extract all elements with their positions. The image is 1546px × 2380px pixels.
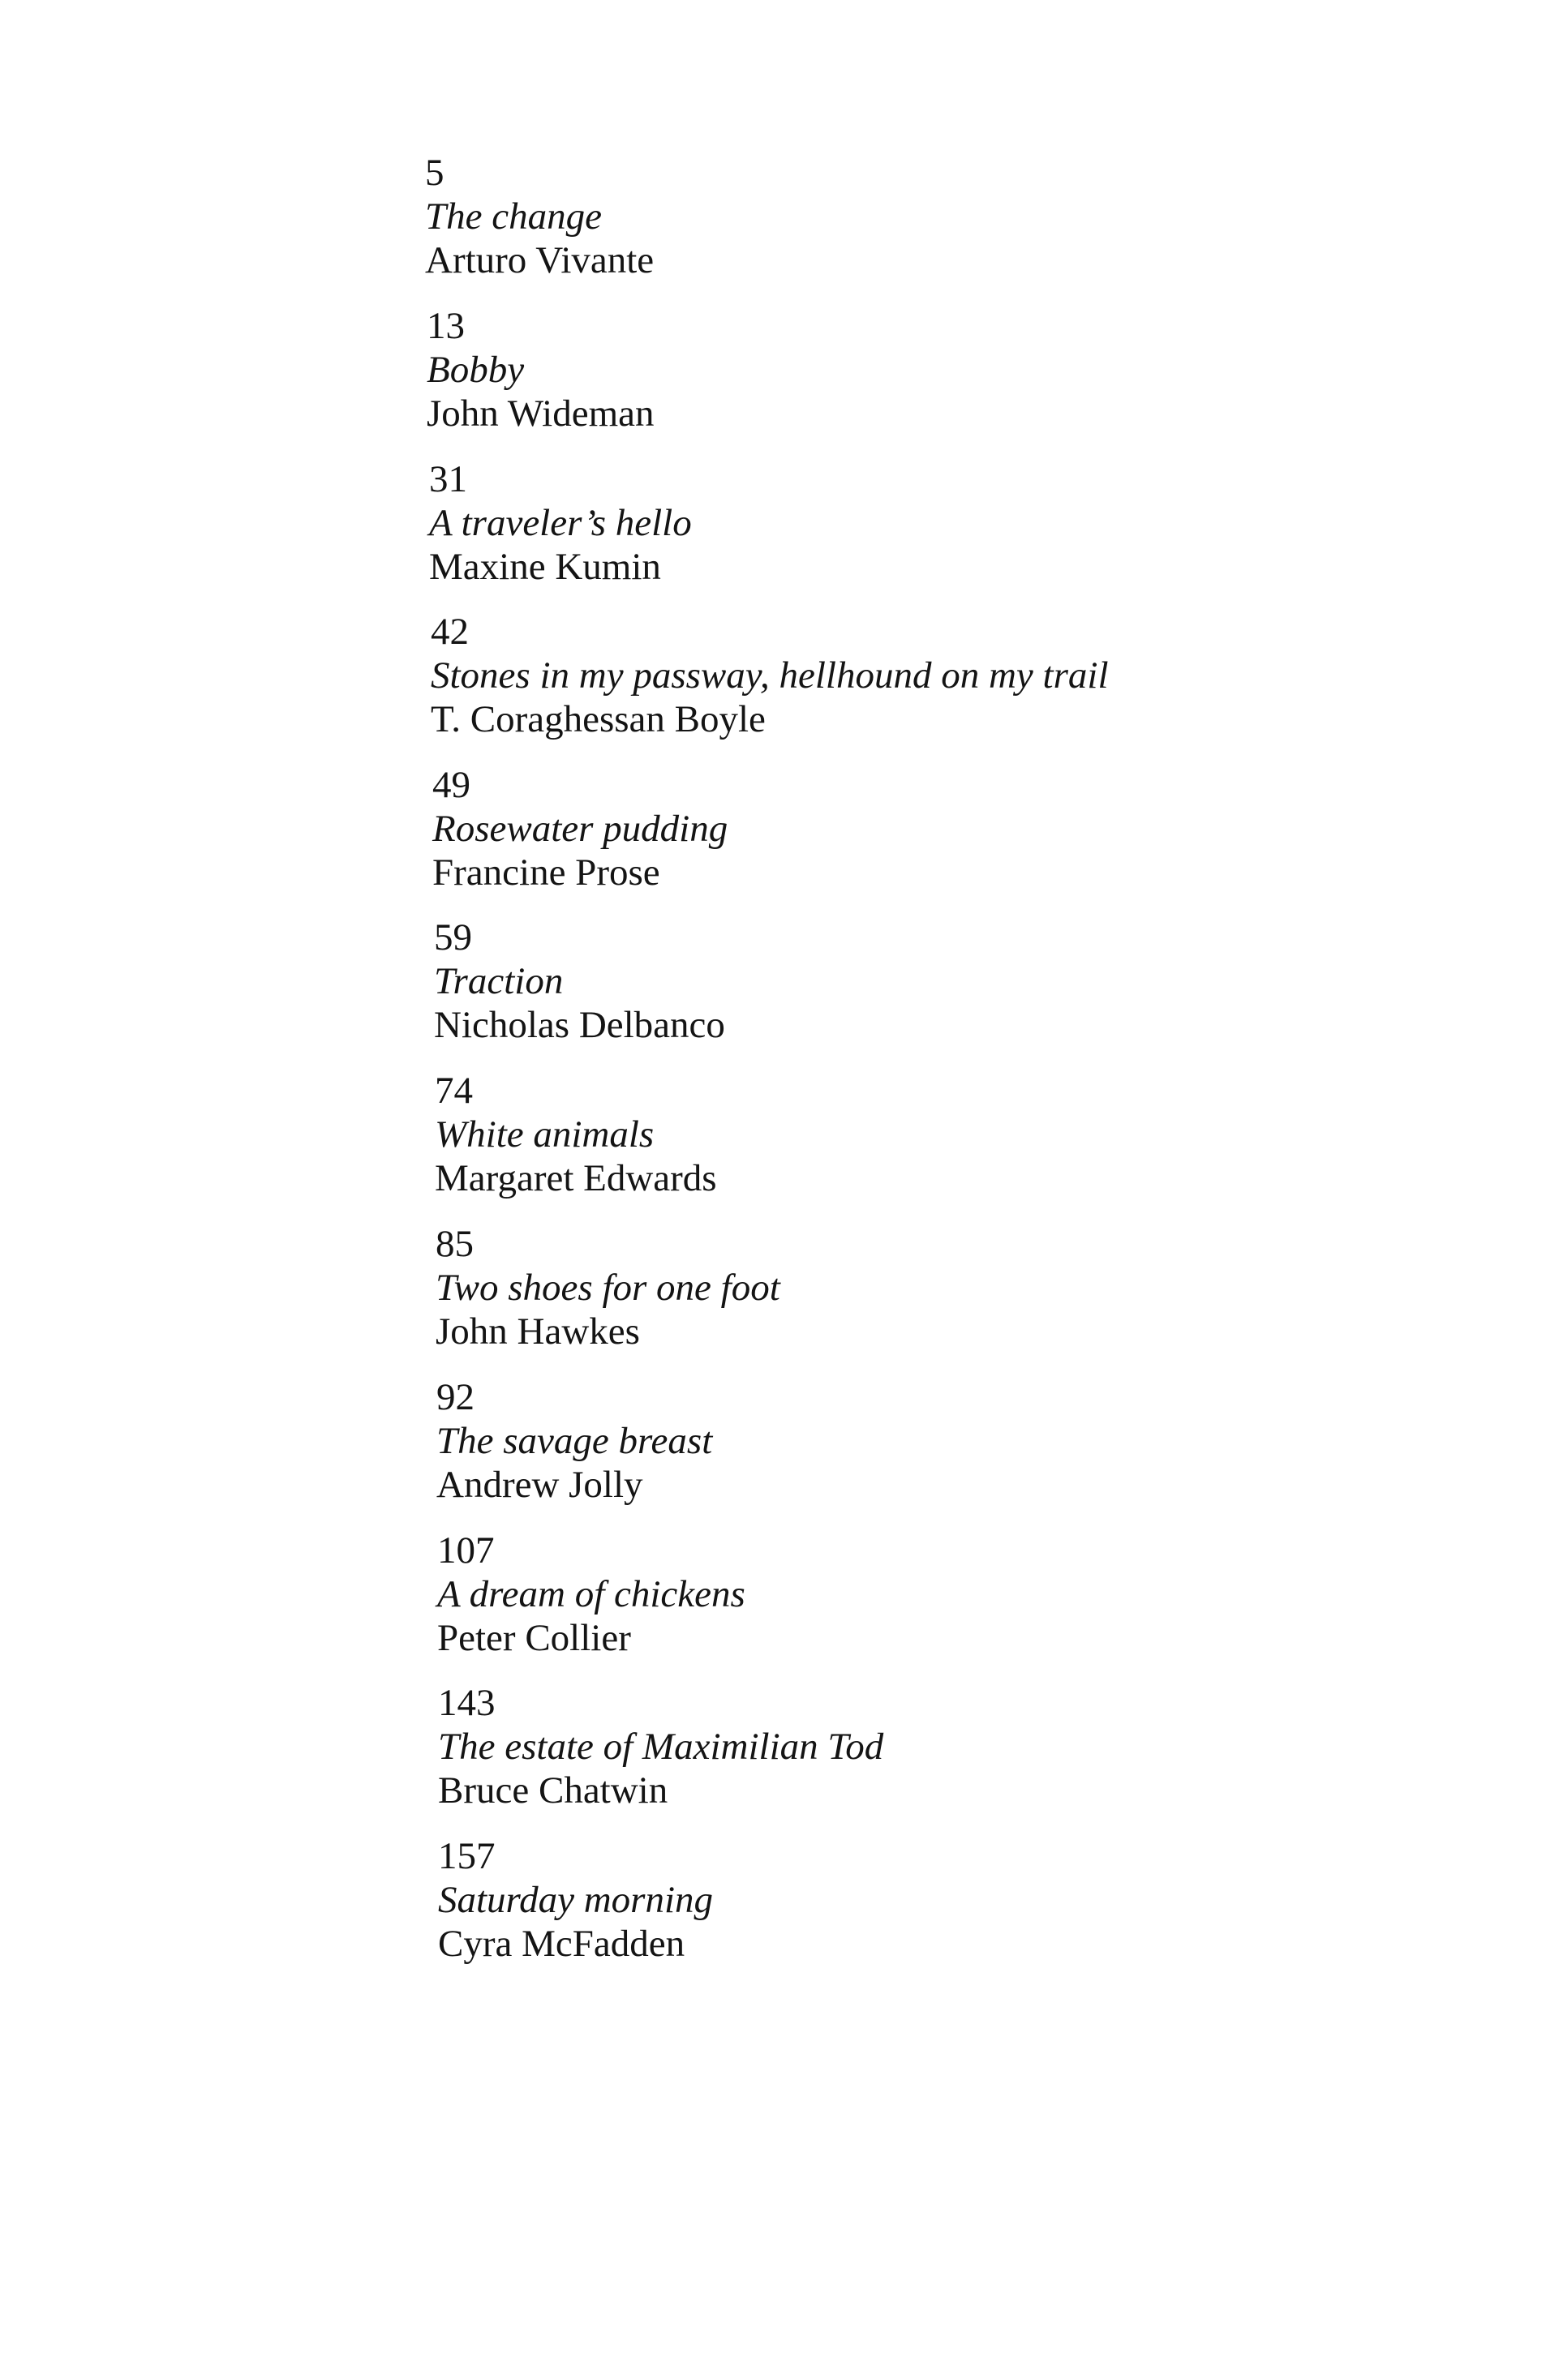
toc-entry	[434, 916, 1488, 1047]
author-name: Bruce Chatwin	[438, 1769, 668, 1812]
page-number: 92	[436, 1376, 475, 1418]
page-number: 42	[431, 611, 469, 653]
author-name: Andrew Jolly	[436, 1464, 643, 1506]
author-name: Nicholas Delbanco	[434, 1004, 725, 1046]
story-title: The estate of Maximilian Tod	[438, 1726, 884, 1768]
story-title: The change	[425, 195, 602, 238]
author-name: Margaret Edwards	[435, 1157, 717, 1199]
author-name: Cyra McFadden	[438, 1923, 685, 1965]
page-number: 49	[432, 764, 470, 806]
page-number: 107	[437, 1529, 495, 1572]
story-title: Rosewater pudding	[432, 808, 728, 850]
toc-entry	[425, 151, 1479, 282]
toc-entry	[438, 1834, 1492, 1966]
toc-entry	[435, 1069, 1489, 1200]
author-name: Maxine Kumin	[429, 546, 661, 588]
page-number: 157	[438, 1835, 496, 1877]
toc-entry	[427, 304, 1481, 435]
author-name: John Wideman	[427, 392, 655, 435]
page-number: 31	[429, 458, 467, 500]
toc-entry	[436, 1222, 1490, 1353]
author-name: Arturo Vivante	[425, 239, 655, 281]
toc-entry	[437, 1529, 1492, 1660]
story-title: Two shoes for one foot	[436, 1267, 780, 1309]
story-title: White animals	[435, 1113, 655, 1156]
story-title: The savage breast	[436, 1420, 713, 1462]
page-number: 85	[436, 1223, 474, 1265]
author-name: John Hawkes	[436, 1310, 640, 1353]
page-number: 143	[438, 1682, 496, 1724]
toc-entry	[431, 610, 1485, 741]
story-title: Traction	[434, 960, 564, 1002]
page-number: 5	[425, 152, 444, 194]
author-name: Peter Collier	[437, 1617, 631, 1659]
story-title: A dream of chickens	[437, 1573, 745, 1615]
toc-entry	[429, 457, 1484, 589]
page-number: 59	[434, 916, 472, 958]
page-number: 13	[427, 305, 465, 347]
story-title: Stones in my passway, hellhound on my trail	[431, 654, 1109, 697]
story-title: Saturday morning	[438, 1879, 714, 1921]
toc-entry	[438, 1681, 1492, 1812]
story-title: A traveler’s hello	[429, 502, 692, 544]
toc-entry	[432, 763, 1487, 894]
page-number: 74	[435, 1070, 473, 1112]
toc-entry	[436, 1375, 1491, 1507]
author-name: Francine Prose	[432, 851, 660, 894]
story-title: Bobby	[427, 349, 525, 391]
author-name: T. Coraghessan Boyle	[431, 698, 766, 740]
